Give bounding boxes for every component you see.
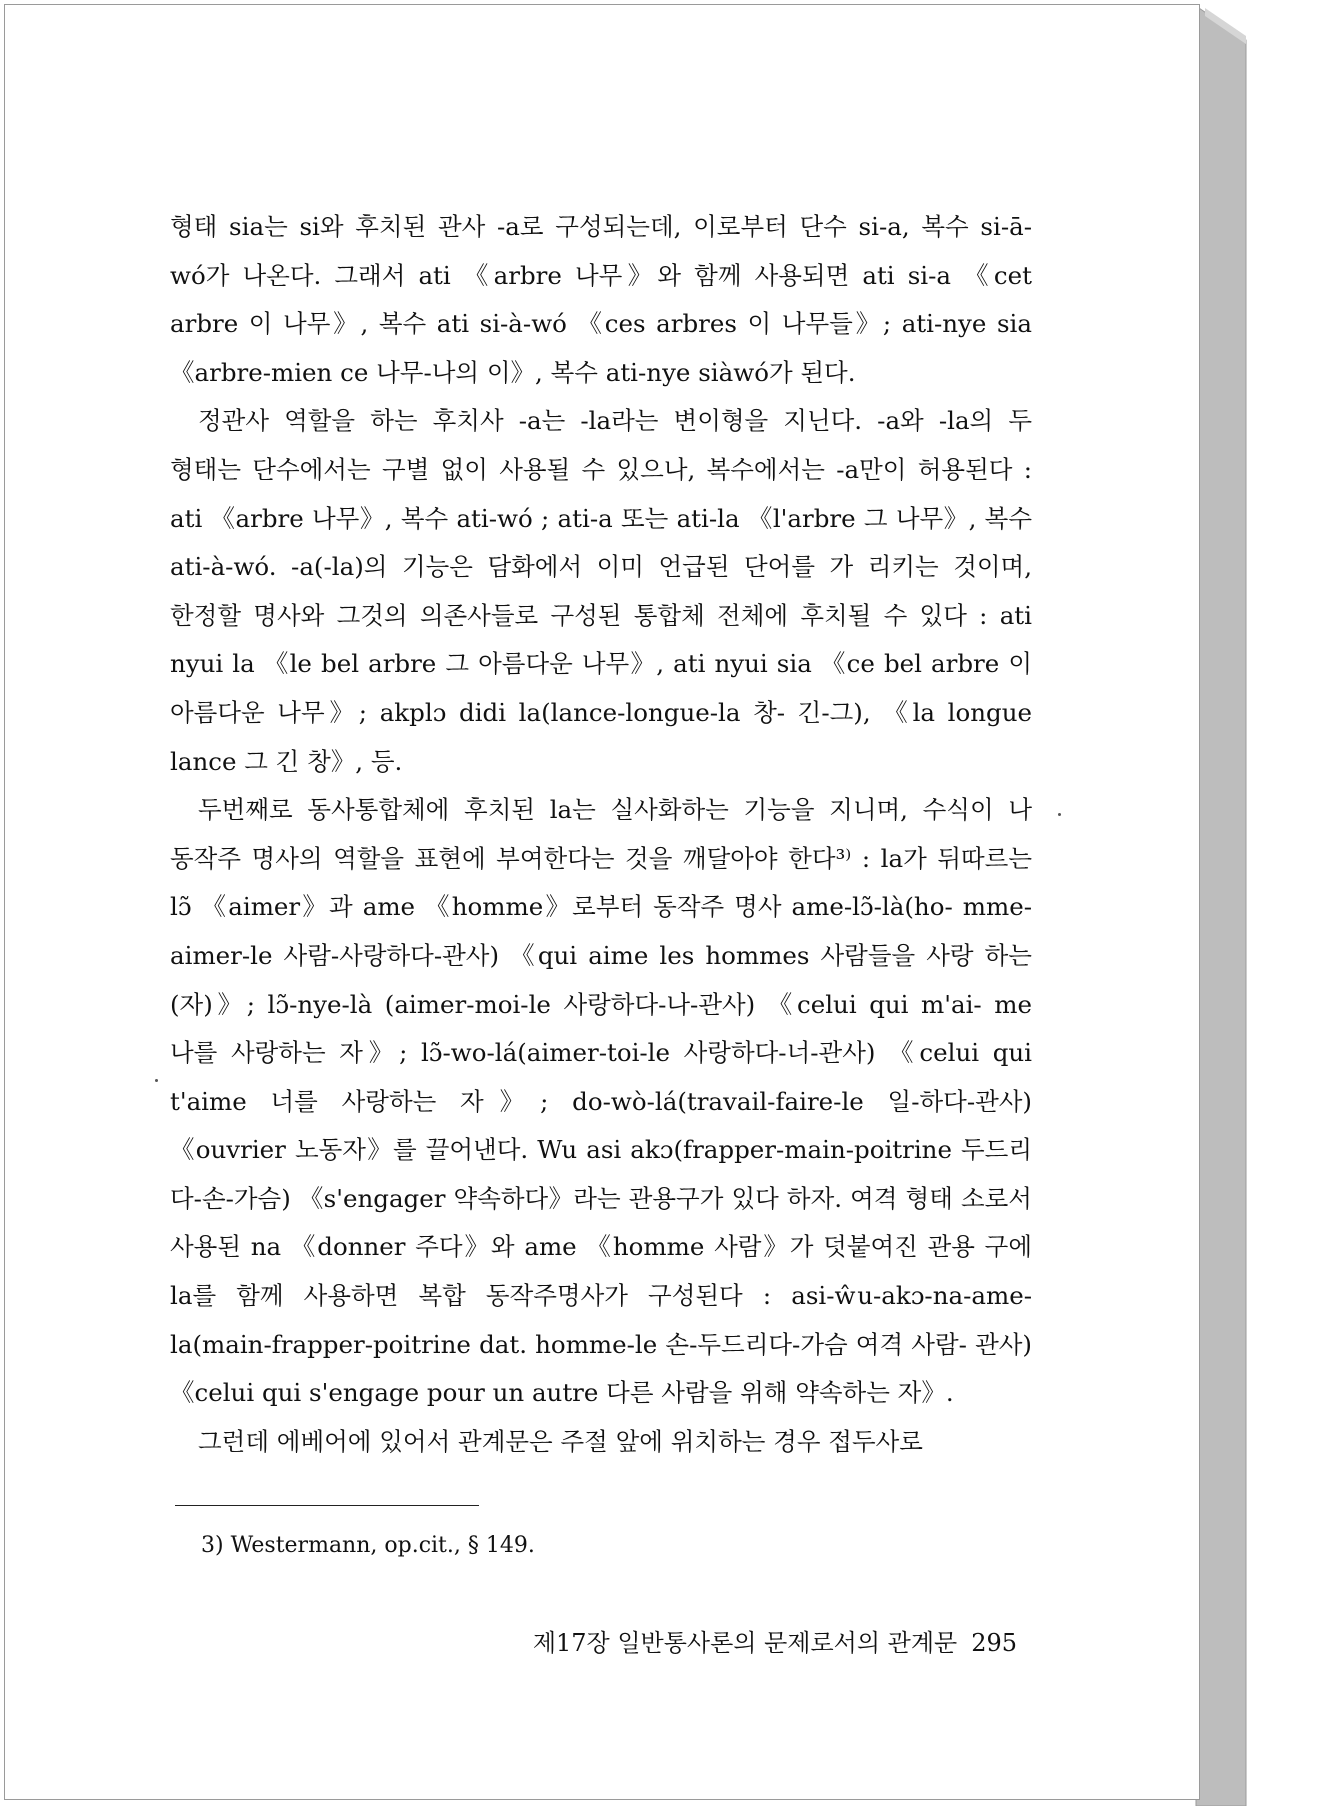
speck <box>155 1079 158 1082</box>
text-line: mme-aimer-le 사람-사랑하다-관사) 《qui aime les hommes 사람들을 사랑 <box>170 892 1032 970</box>
running-footer <box>449 1623 1017 1663</box>
text-line: 그런데 에베어에 있어서 관계문은 주절 앞에 위치하는 경우 접두사로 <box>198 1426 923 1456</box>
chapter-title: 제17장 일반통사론의 문제로서의 관계문 <box>532 1629 958 1657</box>
text-line: 허용된다 : ati 《arbre 나무》, 복수 ati-wó ; ati-a 또는 ati-la 《l'arbre 그 <box>170 454 1032 533</box>
text-line: 후치될 수 있다 : ati nyui la 《le bel arbre 그 아름다운 나무》, ati nyui <box>170 600 1032 679</box>
text-line: 《ouvrier 노동자》를 끌어낸다. Wu asi akɔ(frapper-main-poitrine 두드리 <box>170 1135 1032 1165</box>
text-line: 나무》, 복수 ati-à-wó. -a(-la)의 기능은 담화에서 이미 언급된 단어를 가 <box>170 503 1033 582</box>
text-line: 관사) 《celui qui s'engage pour un autre 다른 사람을 위해 약속하는 자》. <box>170 1329 1032 1408</box>
paragraph-1 <box>170 203 1032 397</box>
text-line: qui t'aime 너를 사랑하는 자》; do-wò-lá(travail-faire-le 일-하다-관사) <box>170 1038 1032 1116</box>
page-number: 295 <box>971 1629 1017 1657</box>
text-line: 《cet arbre 이 나무》, 복수 ati si-à-wó 《ces arbres 이 나무들》; ati-nye <box>170 260 1032 339</box>
text-line: 하는 (자)》; lɔ̃-nye-là (aimer-moi-le 사랑하다-나-관사) 《celui qui m'ai- <box>170 940 1032 1019</box>
text-line: si-ā-wó가 나온다. 그래서 ati 《arbre 나무》와 함께 사용되면 ati si-a <box>170 212 1032 290</box>
paragraph-4 <box>170 1418 1032 1467</box>
text-line: 다-손-가슴) 《s'engager 약속하다》라는 관용구가 있다 하자. 여격 형태 <box>170 1183 953 1213</box>
text-line: 리키는 것이며, 한정할 명사와 그것의 의존사들로 구성된 통합체 전체에 <box>170 552 1032 630</box>
speck <box>1058 813 1061 816</box>
text-line: sia 《arbre-mien ce 나무-나의 이》, 복수 ati-nye siàwó가 된다. <box>170 309 1032 387</box>
text-line: la(main-frapper-poitrine dat. homme-le 손-두드리다-가슴 여격 사람- <box>170 1329 967 1359</box>
footnote: 3) Westermann, op.cit., § 149. <box>201 1533 535 1558</box>
text-line: 뒤따르는 lɔ̃ 《aimer》과 ame 《homme》로부터 동작주 명사 ame-lɔ̃-là(ho- <box>170 843 1032 922</box>
text-line: 긴-그), 《la longue lance 그 긴 창》, 등. <box>170 697 1032 776</box>
paragraph-2 <box>170 397 1032 786</box>
text-line: 소로서 사용된 na 《donner 주다》와 ame 《homme 사람》가 덧붙여진 관용 <box>170 1183 1032 1262</box>
text-line: 두번째로 동사통합체에 후치된 la는 실사화하는 기능을 지니며, 수식이 <box>198 795 994 825</box>
text-line: sia 《ce bel arbre 이 아름다운 나무》; akplɔ didi la(lance-longue-la 창- <box>170 649 1032 727</box>
footnote-divider <box>175 1505 479 1506</box>
text-line: 두 형태는 단수에서는 구별 없이 사용될 수 있으나, 복수에서는 -a만이 <box>170 406 1032 484</box>
text-line: me 나를 사랑하는 자》; lɔ̃-wo-lá(aimer-toi-le 사랑하다-너-관사) 《celui <box>170 989 1032 1068</box>
body-text <box>170 203 1032 1466</box>
paragraph-3 <box>170 786 1032 1418</box>
text-line: 형태 sia는 si와 후치된 관사 -a로 구성되는데, 이로부터 단수 si-a, 복수 <box>170 212 969 241</box>
book-page <box>4 4 1200 1800</box>
text-line: 나 동작주 명사의 역할을 표현에 부여한다는 것을 깨달아야 한다³⁾ : la가 <box>170 795 1032 873</box>
text-line: 구에 la를 함께 사용하면 복합 동작주명사가 구성된다 : asi-ŵu-akɔ-na-ame- <box>170 1232 1032 1311</box>
text-line: 정관사 역할을 하는 후치사 -a는 -la라는 변이형을 지닌다. -a와 -la의 <box>198 406 994 436</box>
